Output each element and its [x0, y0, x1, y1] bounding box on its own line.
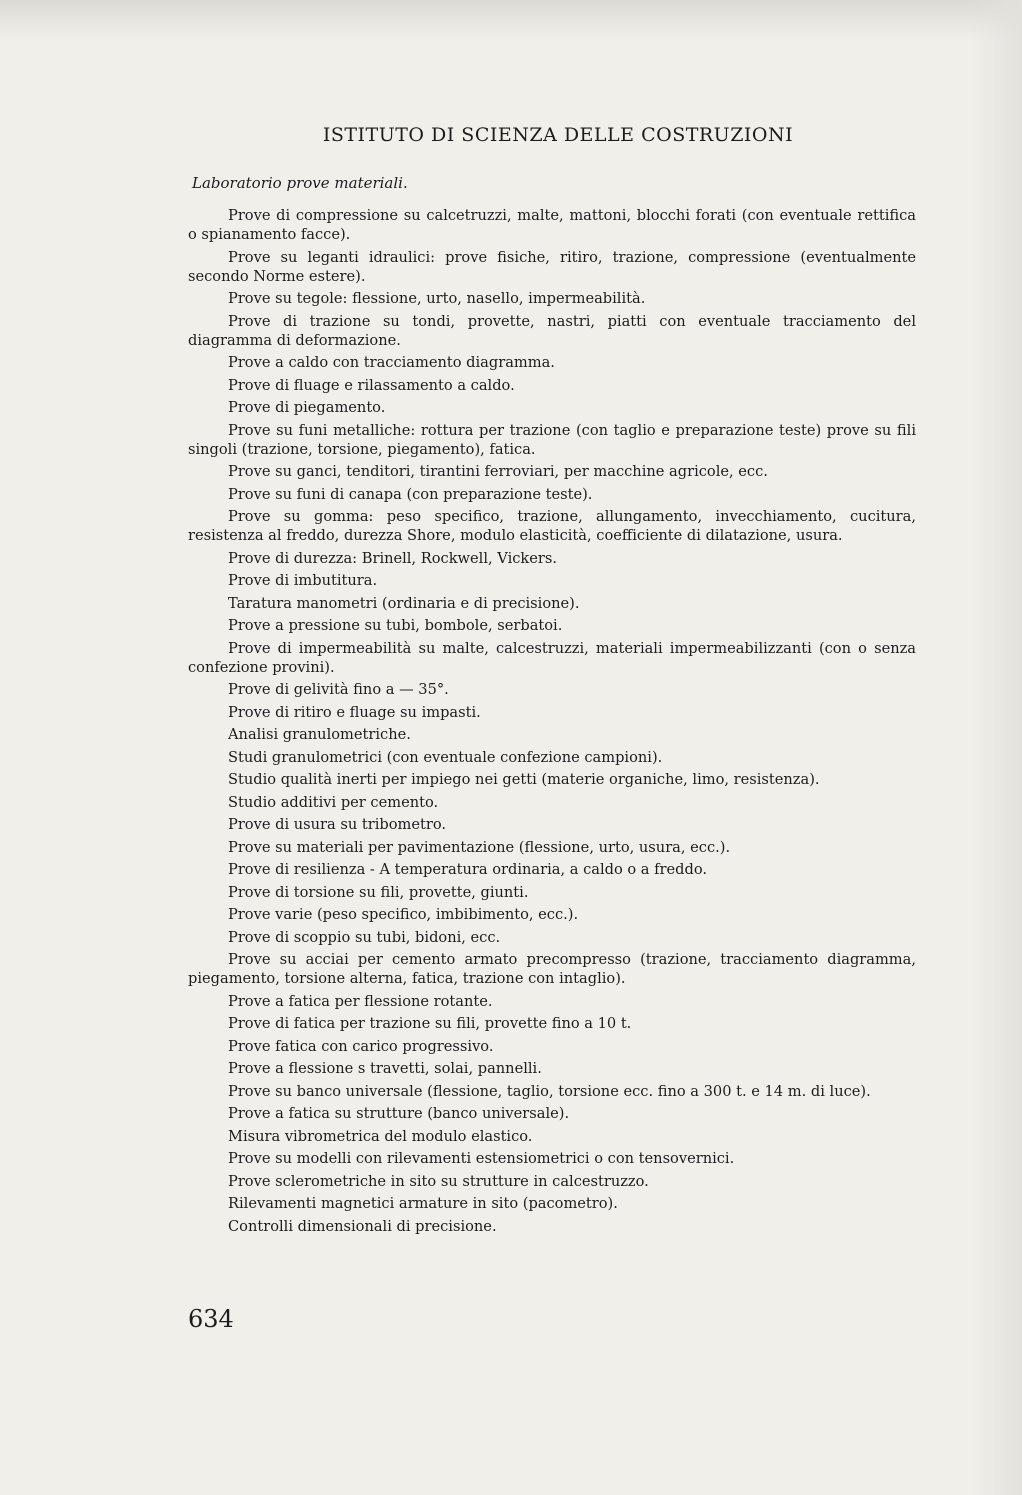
list-item: Prove a caldo con tracciamento diagramma. [228, 354, 555, 371]
list-item: Prove su leganti idraulici: prove fisiche, ritiro, trazione, compressione (eventualmente secondo Norme estere). [188, 248, 916, 285]
list-item: Prove di imbutitura. [228, 572, 378, 589]
list-item: Studio qualità inerti per impiego nei getti (materie organiche, limo, resistenza). [228, 771, 820, 788]
list-item: Rilevamenti magnetici armature in sito (pacometro). [228, 1195, 618, 1212]
list-item: Prove di ritiro e fluage su impasti. [228, 703, 481, 721]
list-item: Prove di resilienza - A temperatura ordinaria, a caldo o a freddo. [228, 861, 708, 878]
list-item: Studi granulometrici (con eventuale confezione campioni). [228, 748, 663, 766]
list-item: Prove su tegole: flessione, urto, nasello, impermeabilità. [228, 290, 646, 307]
list-item: Prove di usura su tribometro. [228, 816, 447, 833]
document-page [188, 0, 928, 1495]
list-item: Prove di piegamento. [228, 399, 386, 416]
list-item: Prove su banco universale (flessione, taglio, torsione ecc. fino a 300 t. e 14 m. di luce). [228, 1082, 871, 1100]
list-item: Prove di impermeabilità su malte, calcestruzzi, materiali impermeabilizzanti (con o senza confezione provini). [188, 639, 916, 676]
list-item: Prove fatica con carico progressivo. [228, 1037, 494, 1055]
list-item: Controlli dimensionali di precisione. [228, 1217, 497, 1235]
list-item: Prove sclerometriche in sito su strutture in calcestruzzo. [228, 1172, 649, 1190]
list-item: Prove di durezza: Brinell, Rockwell, Vickers. [228, 549, 557, 567]
list-item: Prove su funi di canapa (con preparazione teste). [228, 485, 593, 503]
list-item: Studio additivi per cemento. [228, 793, 439, 811]
list-item: Prove a fatica su strutture (banco universale). [228, 1105, 570, 1122]
list-item: Prove a fatica per flessione rotante. [228, 992, 493, 1010]
list-item: Prove varie (peso specifico, imbibimento, ecc.). [228, 906, 579, 923]
list-item: Prove su acciai per cemento armato precompresso (trazione, tracciamento diagramma, piegamento, torsione alterna, fatica, trazione con intaglio). [188, 951, 916, 987]
list-item: Prove di fluage e rilassamento a caldo. [228, 376, 515, 394]
list-item: Prove a flessione s travetti, solai, pannelli. [228, 1060, 542, 1077]
scan-shadow-right [972, 0, 1022, 1495]
page-title: ISTITUTO DI SCIENZA DELLE COSTRUZIONI [322, 124, 794, 146]
list-item: Prove a pressione su tubi, bombole, serbatoi. [228, 617, 563, 634]
list-item: Prove su modelli con rilevamenti estensiometrici o con tensovernici. [228, 1150, 735, 1167]
list-item: Prove su funi metalliche: rottura per trazione (con taglio e preparazione teste) prove su fili singoli (trazione, torsione, piegamento), fatica. [188, 421, 916, 458]
list-item: Prove su gomma: peso specifico, trazione, allungamento, invecchiamento, cucitura, resistenza al freddo, durezza Shore, modulo elasticità, coefficiente di dilatazione, usura. [188, 508, 916, 544]
list-item: Prove su materiali per pavimentazione (flessione, urto, usura, ecc.). [228, 838, 731, 856]
list-item: Prove di scoppio su tubi, bidoni, ecc. [228, 928, 501, 946]
test-list [188, 206, 916, 1239]
list-item: Prove di trazione su tondi, provette, nastri, piatti con eventuale tracciamento del diagramma di deformazione. [188, 312, 916, 349]
page-number: 634 [188, 1305, 234, 1333]
list-item: Prove di gelività fino a — 35°. [228, 681, 449, 698]
list-item: Prove di torsione su fili, provette, giunti. [228, 883, 529, 901]
list-item: Analisi granulometriche. [228, 726, 411, 743]
section-subtitle: Laboratorio prove materiali. [192, 174, 408, 192]
list-item: Prove di compressione su calcetruzzi, malte, mattoni, blocchi forati (con eventuale rettifica o spianamento facce). [188, 207, 916, 243]
list-item: Misura vibrometrica del modulo elastico. [228, 1127, 533, 1145]
list-item: Taratura manometri (ordinaria e di precisione). [228, 594, 580, 612]
list-item: Prove di fatica per trazione su fili, provette fino a 10 t. [228, 1015, 632, 1032]
list-item: Prove su ganci, tenditori, tirantini ferroviari, per macchine agricole, ecc. [228, 463, 768, 480]
